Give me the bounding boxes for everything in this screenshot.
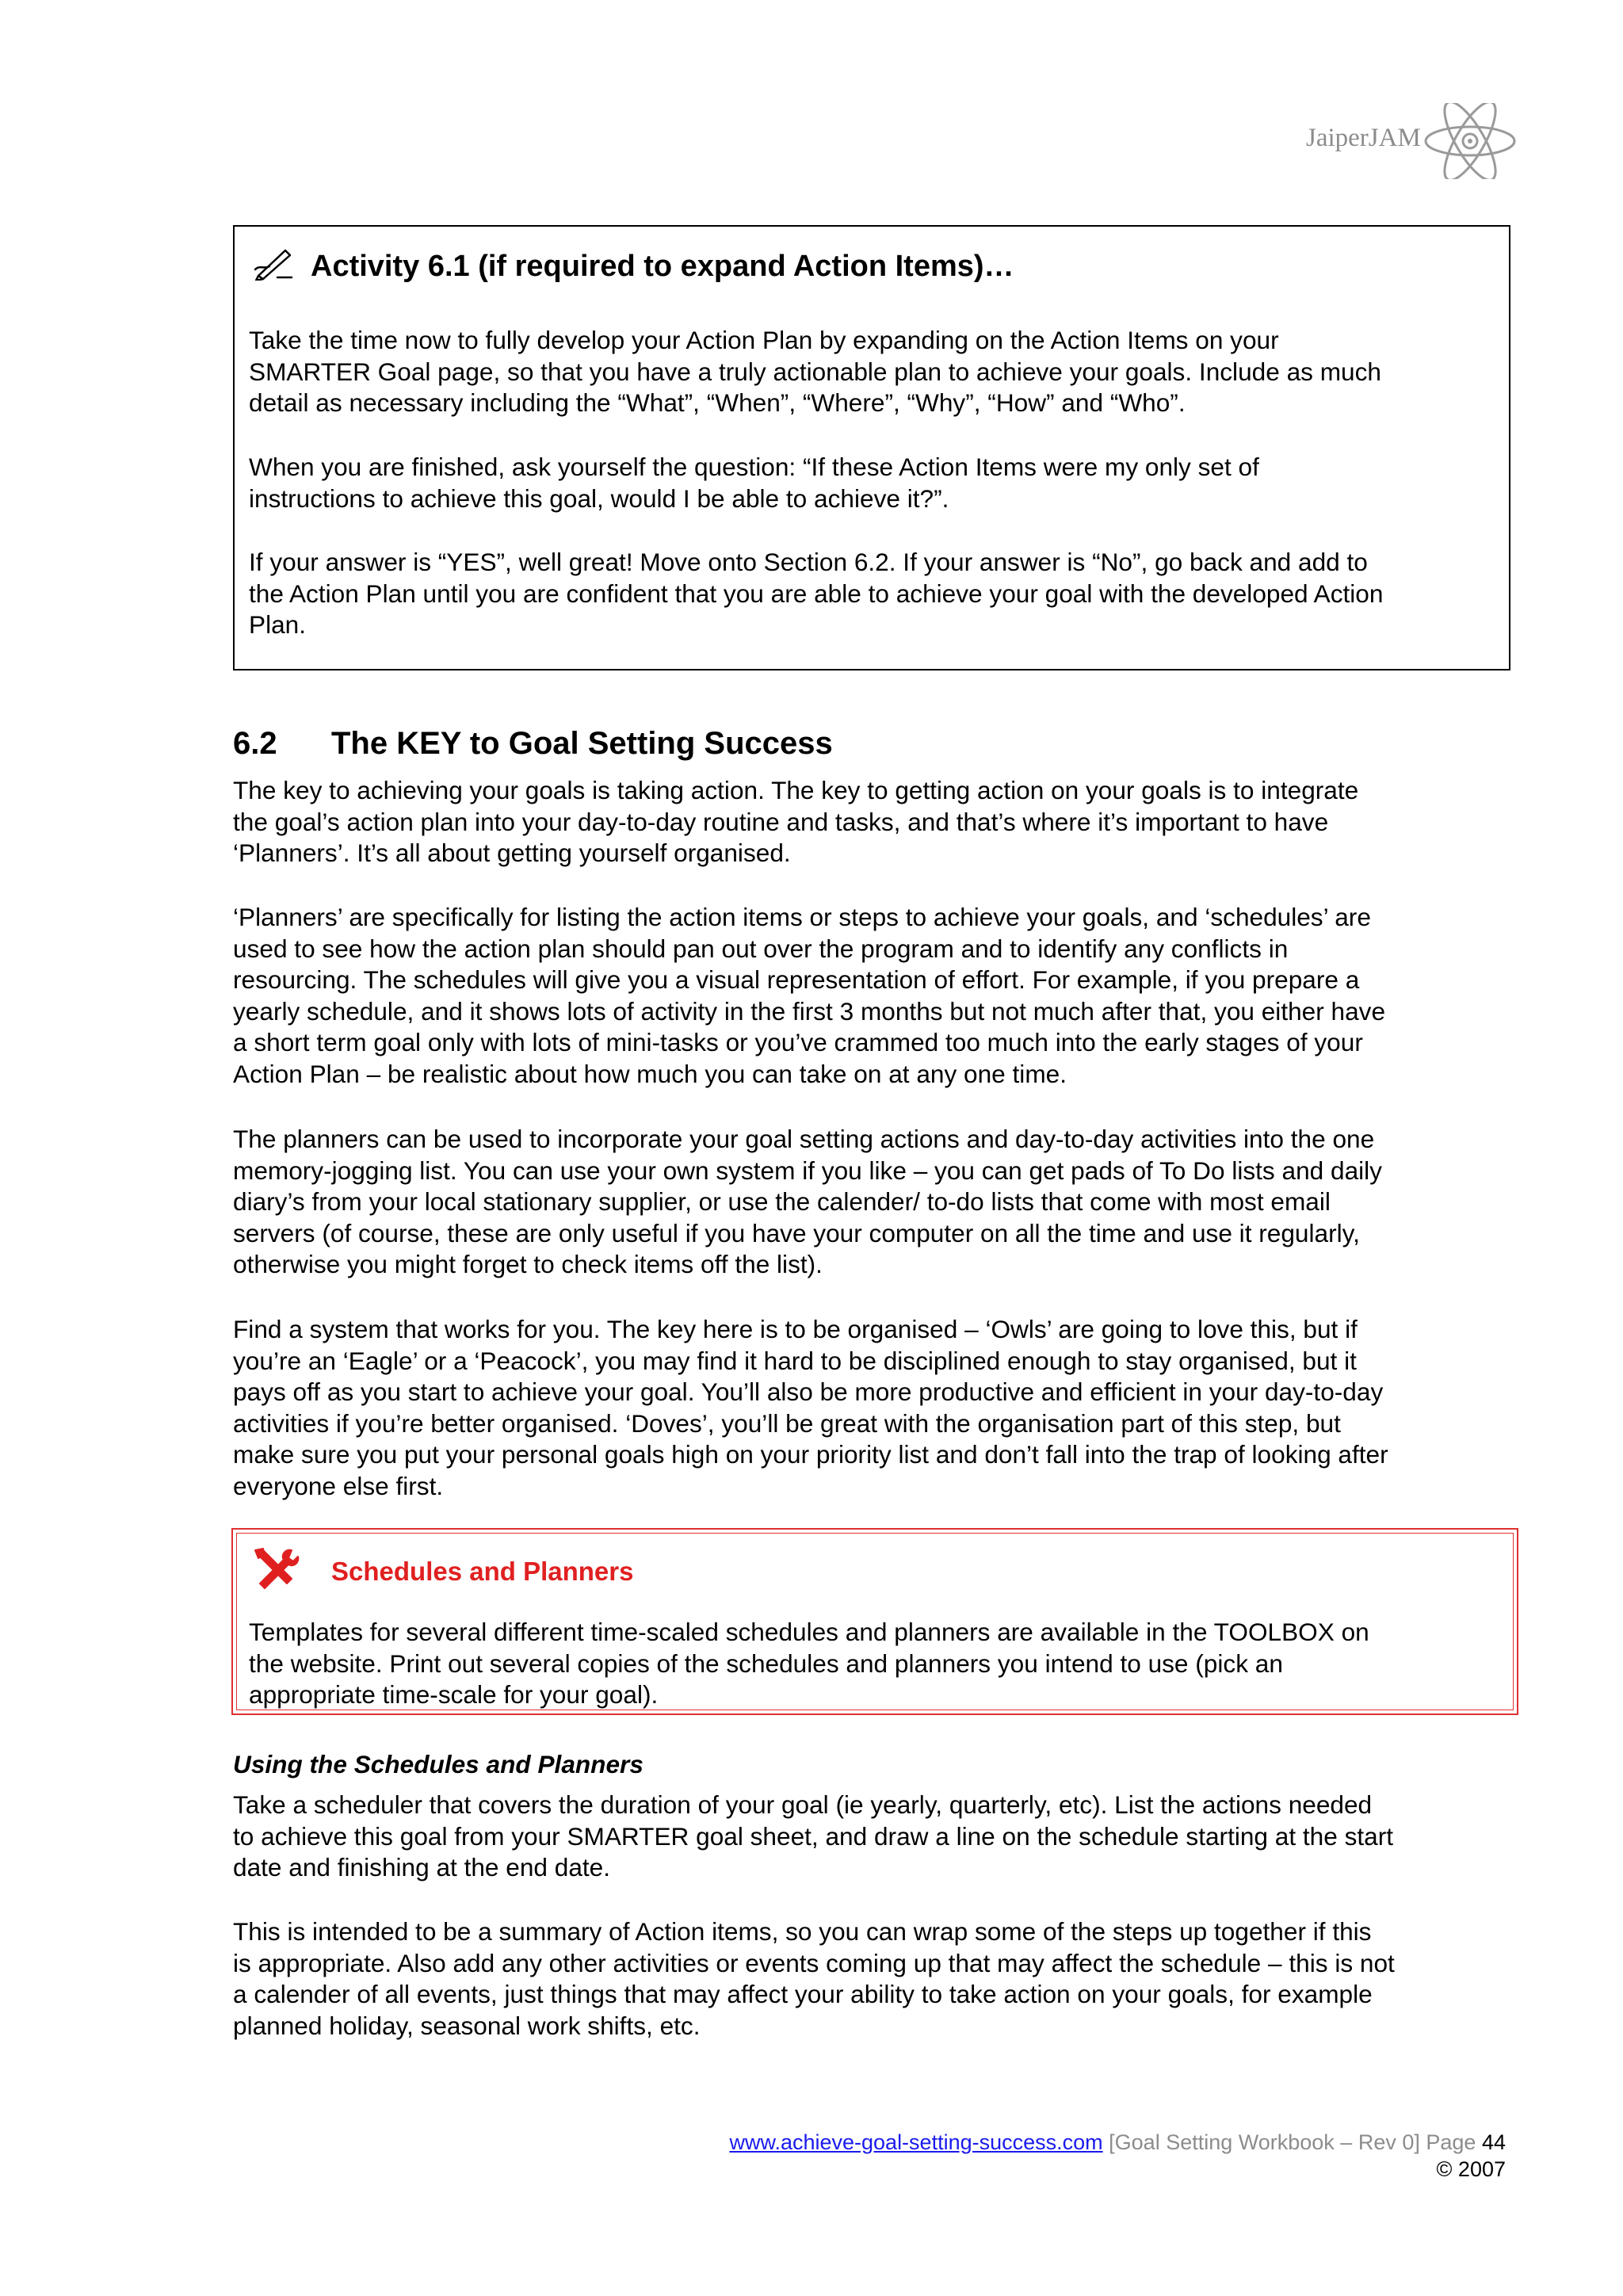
text-line: to achieve this goal from your SMARTER goal sheet, and draw a line on the schedule starting at the start — [233, 1821, 1394, 1851]
body-paragraph — [233, 902, 1517, 1091]
toolbox-title-text: Schedules and Planners — [331, 1557, 634, 1586]
text-line: Take a scheduler that covers the duration of your goal (ie yearly, quarterly, etc). List the actions needed — [233, 1790, 1373, 1819]
page-number: 44 — [1481, 2130, 1506, 2154]
toolbox-title — [252, 1547, 633, 1595]
page-header — [0, 0, 1623, 182]
page-label: Page — [1426, 2130, 1476, 2154]
document-title: [Goal Setting Workbook – Rev 0] — [1109, 2130, 1420, 2154]
section-number: 6.2 — [233, 726, 277, 761]
text-line: Plan. — [249, 610, 307, 640]
text-line: used to see how the action plan should pan out over the program and to identify any conflicts in — [233, 934, 1289, 963]
text-line: This is intended to be a summary of Action items, so you can wrap some of the steps up together if this — [233, 1917, 1372, 1946]
text-line: a calender of all events, just things that may affect your ability to take action on your goals, for example — [233, 1980, 1373, 2009]
body-paragraph — [233, 775, 1517, 869]
subheading: Using the Schedules and Planners — [233, 1750, 643, 1778]
text-line: the goal’s action plan into your day-to-day routine and tasks, and that’s where it’s important to have — [233, 807, 1329, 836]
text-line: Templates for several different time-scaled schedules and planners are available in the TOOLBOX on — [249, 1618, 1369, 1646]
activity-title-text: Activity 6.1 (if required to expand Action Items)… — [311, 250, 1014, 283]
text-line: yearly schedule, and it shows lots of activity in the first 3 months but not much after that, you either have — [233, 996, 1386, 1026]
text-line: The planners can be used to incorporate your goal setting actions and day-to-day activities into the one — [233, 1125, 1375, 1153]
text-line: make sure you put your personal goals high on your priority list and don’t fall into the trap of looking after — [233, 1440, 1388, 1469]
text-line: Action Plan – be realistic about how much you can take on at any one time. — [233, 1059, 1067, 1088]
activity-paragraph — [249, 547, 1533, 641]
body-paragraph — [233, 1916, 1517, 2042]
footer-line — [729, 2129, 1506, 2156]
text-line: Take the time now to fully develop your Action Plan by expanding on the Action Items on your — [249, 326, 1279, 354]
page-footer — [729, 2129, 1506, 2183]
activity-paragraph — [249, 452, 1533, 514]
text-line: pays off as you start to achieve your goal. You’ll also be more productive and efficient in your day-to-day — [233, 1377, 1384, 1407]
text-line: SMARTER Goal page, so that you have a truly actionable plan to achieve your goals. Include as much — [249, 357, 1381, 386]
text-line: ‘Planners’. It’s all about getting yourself organised. — [233, 839, 791, 868]
copyright: © 2007 — [1436, 2157, 1506, 2181]
activity-paragraph — [249, 325, 1533, 419]
writing-hand-icon — [254, 246, 293, 281]
text-line: instructions to achieve this goal, would I be able to achieve it?”. — [249, 483, 949, 513]
text-line: the website. Print out several copies of the schedules and planners you intend to use (pick an — [249, 1648, 1283, 1678]
text-line: diary’s from your local stationary supplier, or use the calender/ to-do lists that come with most email — [233, 1187, 1331, 1217]
section-heading — [233, 723, 833, 764]
text-line: planned holiday, seasonal work shifts, etc. — [233, 2011, 701, 2040]
text-line: appropriate time-scale for your goal). — [249, 1680, 659, 1710]
text-line: the Action Plan until you are confident that you are able to achieve your goal with the developed Action — [249, 579, 1384, 608]
text-line: ‘Planners’ are specifically for listing the action items or steps to achieve your goals, and ‘schedules’ are — [233, 903, 1371, 931]
text-line: date and finishing at the end date. — [233, 1853, 611, 1882]
text-line: The key to achieving your goals is taking action. The key to getting action on your goals is to integrate — [233, 776, 1359, 804]
text-line: servers (of course, these are only useful if you have your computer on all the time and use it regularly, — [233, 1218, 1360, 1247]
body-paragraph — [233, 1124, 1517, 1281]
brand-name: JaiperJAM — [1306, 124, 1421, 152]
tools-icon — [252, 1547, 301, 1591]
text-line: is appropriate. Also add any other activities or events coming up that may affect the schedule – this is not — [233, 1948, 1395, 1977]
text-line: everyone else first. — [233, 1471, 444, 1500]
text-line: resourcing. The schedules will give you a visual representation of effort. For example, if you prepare a — [233, 965, 1360, 995]
text-line: If your answer is “YES”, well great! Move onto Section 6.2. If your answer is “No”, go back and add to — [249, 548, 1368, 576]
text-line: otherwise you might forget to check items off the list). — [233, 1250, 823, 1279]
body-paragraph — [233, 1790, 1517, 1884]
activity-title — [254, 246, 1014, 285]
text-line: Find a system that works for you. The key here is to be organised – ‘Owls’ are going to love this, but if — [233, 1315, 1358, 1343]
text-line: When you are finished, ask yourself the question: “If these Action Items were my only set of — [249, 453, 1259, 481]
text-line: detail as necessary including the “What”, “When”, “Where”, “Why”, “How” and “Who”. — [249, 388, 1186, 418]
body-paragraph — [233, 1314, 1517, 1503]
toolbox-text — [249, 1617, 1533, 1711]
atom-logo-icon — [1419, 103, 1522, 179]
text-line: a short term goal only with lots of mini-tasks or you’ve crammed too much into the early stages of your — [233, 1028, 1363, 1057]
text-line: activities if you’re better organised. ‘Doves’, you’ll be great with the organisation part of this step, but — [233, 1408, 1341, 1438]
text-line: you’re an ‘Eagle’ or a ‘Peacock’, you may find it hard to be disciplined enough to stay organised, but it — [233, 1346, 1357, 1375]
section-title: The KEY to Goal Setting Success — [331, 726, 833, 761]
website-link[interactable]: www.achieve-goal-setting-success.com — [729, 2130, 1103, 2154]
text-line: memory-jogging list. You can use your own system if you like – you can get pads of To Do lists and daily — [233, 1156, 1382, 1185]
